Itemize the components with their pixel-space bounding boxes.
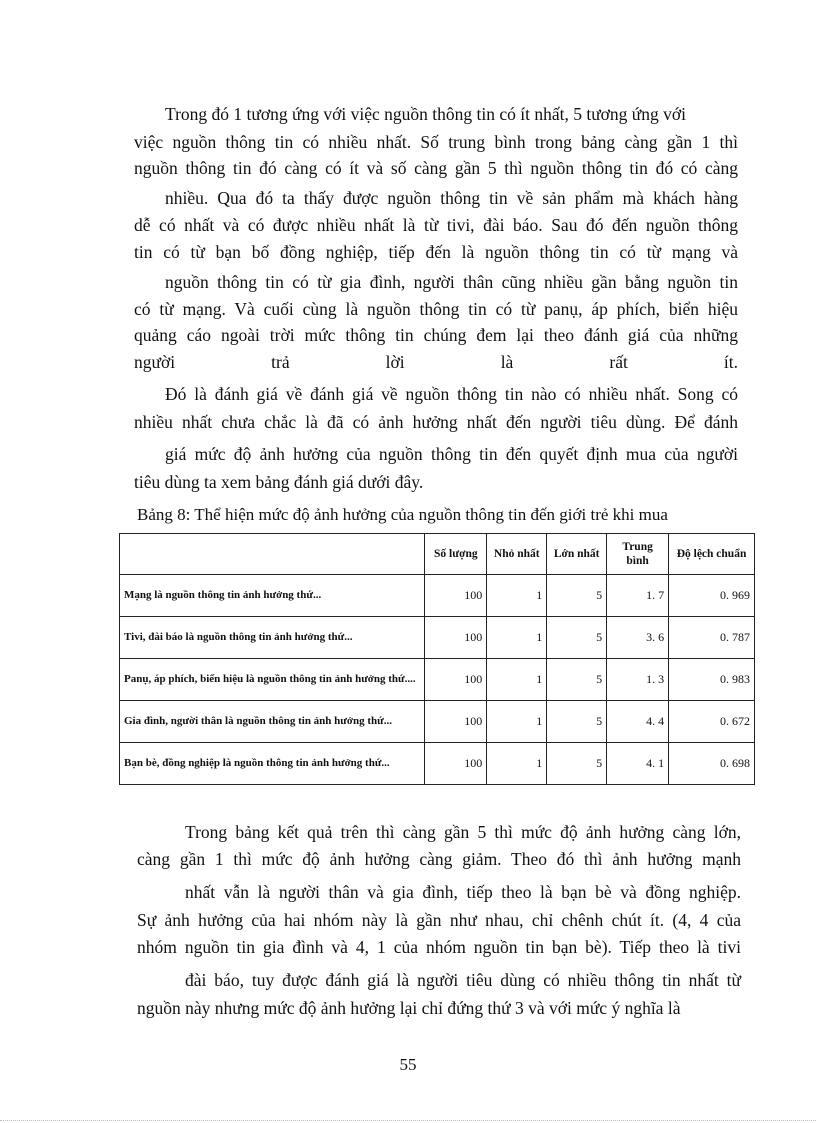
paragraph2-line4: tiêu dùng ta xem bảng đánh giá dưới đây.	[134, 472, 424, 492]
table-row	[120, 701, 755, 743]
row-max: 5	[547, 743, 607, 785]
table-row	[120, 743, 755, 785]
paragraph1-line7: nguồn thông tin có từ gia đình, người thân cũng nhiều gần bằng nguồn tin	[165, 272, 738, 292]
row-sd: 0. 698	[669, 743, 755, 785]
row-mean: 1. 3	[607, 659, 669, 701]
row-max: 5	[547, 617, 607, 659]
row-count: 100	[425, 575, 487, 617]
row-label: Bạn bè, đồng nghiệp là nguồn thông tin ảnh hưởng thứ...	[120, 743, 425, 785]
paragraph1-line8: có từ mạng. Và cuối cùng là nguồn thông tin có từ panụ, áp phích, biển hiệu	[134, 299, 738, 319]
paragraph3-line7: nguồn này nhưng mức độ ảnh hưởng lại chỉ đứng thứ 3 và với mức ý nghĩa là	[137, 998, 681, 1018]
table-row	[120, 659, 755, 701]
paragraph1-line3: nguồn thông tin đó càng có ít và số càng gần 5 thì nguồn thông tin đó có càng	[134, 158, 738, 178]
paragraph3-line2: càng gần 1 thì mức độ ảnh hưởng càng giảm. Theo đó thì ảnh hưởng mạnh	[137, 849, 741, 869]
row-mean: 1. 7	[607, 575, 669, 617]
paragraph3-line5: nhóm nguồn tin gia đình và 4, 1 của nhóm nguồn tin bạn bè). Tiếp theo là tivi	[137, 937, 741, 957]
footer-divider	[0, 1120, 816, 1121]
paragraph3-line4: Sự ảnh hưởng của hai nhóm này là gần như nhau, chỉ chênh chút ít. (4, 4 của	[137, 910, 741, 930]
row-sd: 0. 969	[669, 575, 755, 617]
table-row	[120, 617, 755, 659]
row-label: Panụ, áp phích, biển hiệu là nguồn thông tin ảnh hưởng thứ....	[120, 659, 425, 701]
table-caption: Bảng 8: Thể hiện mức độ ảnh hưởng của nguồn thông tin đến giới trẻ khi mua	[137, 505, 668, 524]
paragraph2-line1: Đó là đánh giá về đánh giá về nguồn thông tin nào có nhiều nhất. Song có	[165, 384, 738, 404]
paragraph1-line2: việc nguồn thông tin có nhiều nhất. Số trung bình trong bảng càng gần 1 thì	[134, 132, 738, 152]
paragraph2-line3: giá mức độ ảnh hưởng của nguồn thông tin đến quyết định mua của người	[165, 444, 738, 464]
row-sd: 0. 983	[669, 659, 755, 701]
paragraph1-line1: Trong đó 1 tương ứng với việc nguồn thông tin có ít nhất, 5 tương ứng với	[165, 104, 687, 124]
paragraph3-line6: đài báo, tuy được đánh giá là người tiêu dùng có nhiều thông tin nhất từ	[185, 970, 741, 990]
paragraph1-line6: tin có từ bạn bố đồng nghiệp, tiếp đến là nguồn thông tin có từ mạng và	[134, 242, 738, 262]
paragraph3-line1: Trong bảng kết quả trên thì càng gần 5 thì mức độ ảnh hưởng càng lớn,	[185, 822, 741, 842]
header-empty	[120, 534, 425, 575]
row-sd: 0. 672	[669, 701, 755, 743]
header-count: Số lượng	[425, 534, 487, 575]
row-min: 1	[487, 659, 547, 701]
row-max: 5	[547, 701, 607, 743]
paragraph1-line10: người trả lời là rất ít.	[134, 352, 738, 372]
paragraph3-line3: nhất vẫn là người thân và gia đình, tiếp theo là bạn bè và đồng nghiệp.	[185, 882, 741, 902]
row-min: 1	[487, 701, 547, 743]
row-min: 1	[487, 743, 547, 785]
row-sd: 0. 787	[669, 617, 755, 659]
row-count: 100	[425, 701, 487, 743]
row-max: 5	[547, 659, 607, 701]
row-min: 1	[487, 617, 547, 659]
row-label: Mạng là nguồn thông tin ảnh hưởng thứ...	[120, 575, 425, 617]
table-row	[120, 575, 755, 617]
row-max: 5	[547, 575, 607, 617]
row-label: Tivi, đài báo là nguồn thông tin ảnh hưởng thứ...	[120, 617, 425, 659]
row-mean: 3. 6	[607, 617, 669, 659]
table-header-row	[120, 534, 755, 575]
header-sd: Độ lệch chuẩn	[669, 534, 755, 575]
row-mean: 4. 4	[607, 701, 669, 743]
row-count: 100	[425, 743, 487, 785]
row-mean: 4. 1	[607, 743, 669, 785]
paragraph1-line9: quảng cáo ngoài trời mức thông tin chúng đem lại theo đánh giá của những	[134, 325, 738, 345]
header-mean: Trung bình	[607, 534, 669, 575]
row-count: 100	[425, 659, 487, 701]
row-count: 100	[425, 617, 487, 659]
row-label: Gia đình, người thân là nguồn thông tin ảnh hưởng thứ...	[120, 701, 425, 743]
influence-table	[119, 533, 755, 785]
page-number: 55	[399, 1055, 417, 1074]
header-max: Lớn nhất	[547, 534, 607, 575]
header-min: Nhỏ nhất	[487, 534, 547, 575]
paragraph1-line4: nhiều. Qua đó ta thấy được nguồn thông tin về sản phẩm mà khách hàng	[165, 188, 738, 208]
row-min: 1	[487, 575, 547, 617]
paragraph2-line2: nhiều nhất chưa chắc là đã có ảnh hưởng nhất đến người tiêu dùng. Để đánh	[134, 412, 738, 432]
paragraph1-line5: dễ có nhất và có được nhiều nhất là từ tivi, đài báo. Sau đó đến nguồn thông	[134, 215, 738, 235]
